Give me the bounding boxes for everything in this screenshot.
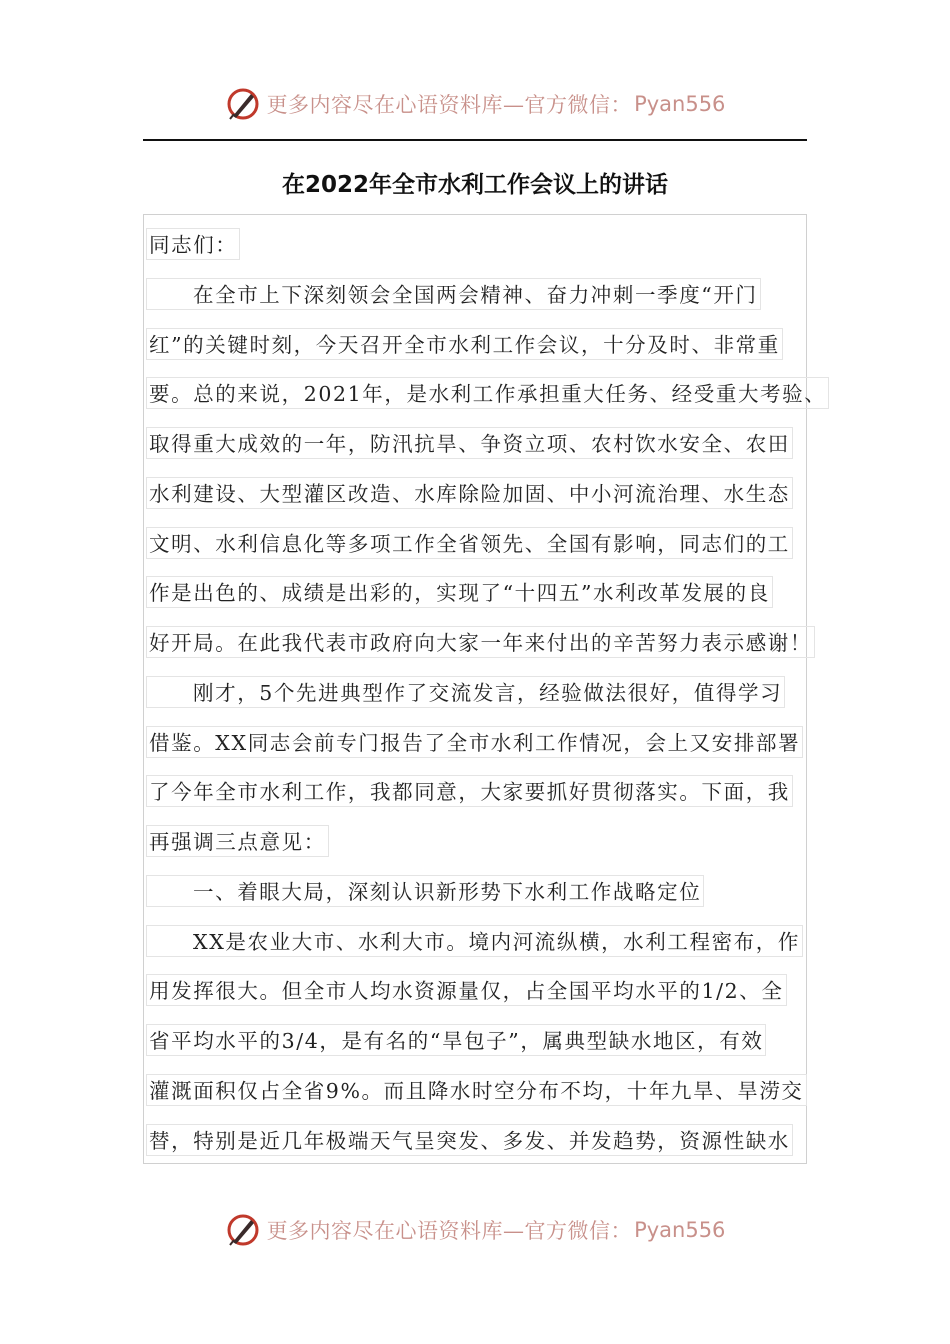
quill-logo-icon	[225, 1212, 261, 1248]
body-line: XX是农业大市、水利大市。境内河流纵横，水利工程密布，作	[146, 925, 803, 957]
body-line: 要。总的来说，2021年，是水利工作承担重大任务、经受重大考验、	[146, 377, 829, 409]
banner-wechat-handle: Pyan556	[634, 1218, 726, 1242]
body-line: 取得重大成效的一年，防汛抗旱、争资立项、农村饮水安全、农田	[146, 427, 793, 459]
body-line: 作是出色的、成绩是出彩的，实现了“十四五”水利改革发展的良	[146, 576, 773, 608]
banner-text: 更多内容尽在心语资料库—官方微信：	[266, 1219, 633, 1243]
body-line: 好开局。在此我代表市政府向大家一年来付出的辛苦努力表示感谢！	[146, 626, 815, 658]
banner-content	[225, 86, 726, 122]
banner-text: 更多内容尽在心语资料库—官方微信：	[266, 93, 633, 117]
body-line: 文明、水利信息化等多项工作全省领先、全国有影响，同志们的工	[146, 527, 793, 559]
footer-banner	[0, 1208, 950, 1252]
body-line: 借鉴。XX同志会前专门报告了全市水利工作情况，会上又安排部署	[146, 726, 803, 758]
header-banner	[0, 82, 950, 126]
body-line: 再强调三点意见：	[146, 825, 329, 857]
body-line: 刚才，5个先进典型作了交流发言，经验做法很好，值得学习	[146, 676, 785, 708]
banner-content	[225, 1212, 726, 1248]
body-line: 在全市上下深刻领会全国两会精神、奋力冲刺一季度“开门	[146, 278, 761, 310]
header-rule	[143, 139, 807, 141]
body-line: 了今年全市水利工作，我都同意，大家要抓好贯彻落实。下面，我	[146, 775, 793, 807]
banner-wechat-handle: Pyan556	[634, 92, 726, 116]
body-line: 替，特别是近几年极端天气呈突发、多发、并发趋势，资源性缺水	[146, 1124, 793, 1156]
quill-logo-icon	[225, 86, 261, 122]
body-line: 灌溉面积仅占全省9%。而且降水时空分布不均，十年九旱、旱涝交	[146, 1074, 807, 1106]
body-line: 省平均水平的3/4，是有名的“旱包子”，属典型缺水地区，有效	[146, 1024, 766, 1056]
body-line: 水利建设、大型灌区改造、水库除险加固、中小河流治理、水生态	[146, 477, 793, 509]
body-line: 同志们：	[146, 228, 240, 260]
section-heading: 一、着眼大局，深刻认识新形势下水利工作战略定位	[146, 875, 704, 907]
body-line: 红”的关键时刻，今天召开全市水利工作会议，十分及时、非常重	[146, 328, 783, 360]
body-line: 用发挥很大。但全市人均水资源量仅，占全国平均水平的1/2、全	[146, 974, 787, 1006]
document-title: 在2022年全市水利工作会议上的讲话	[281, 172, 668, 198]
